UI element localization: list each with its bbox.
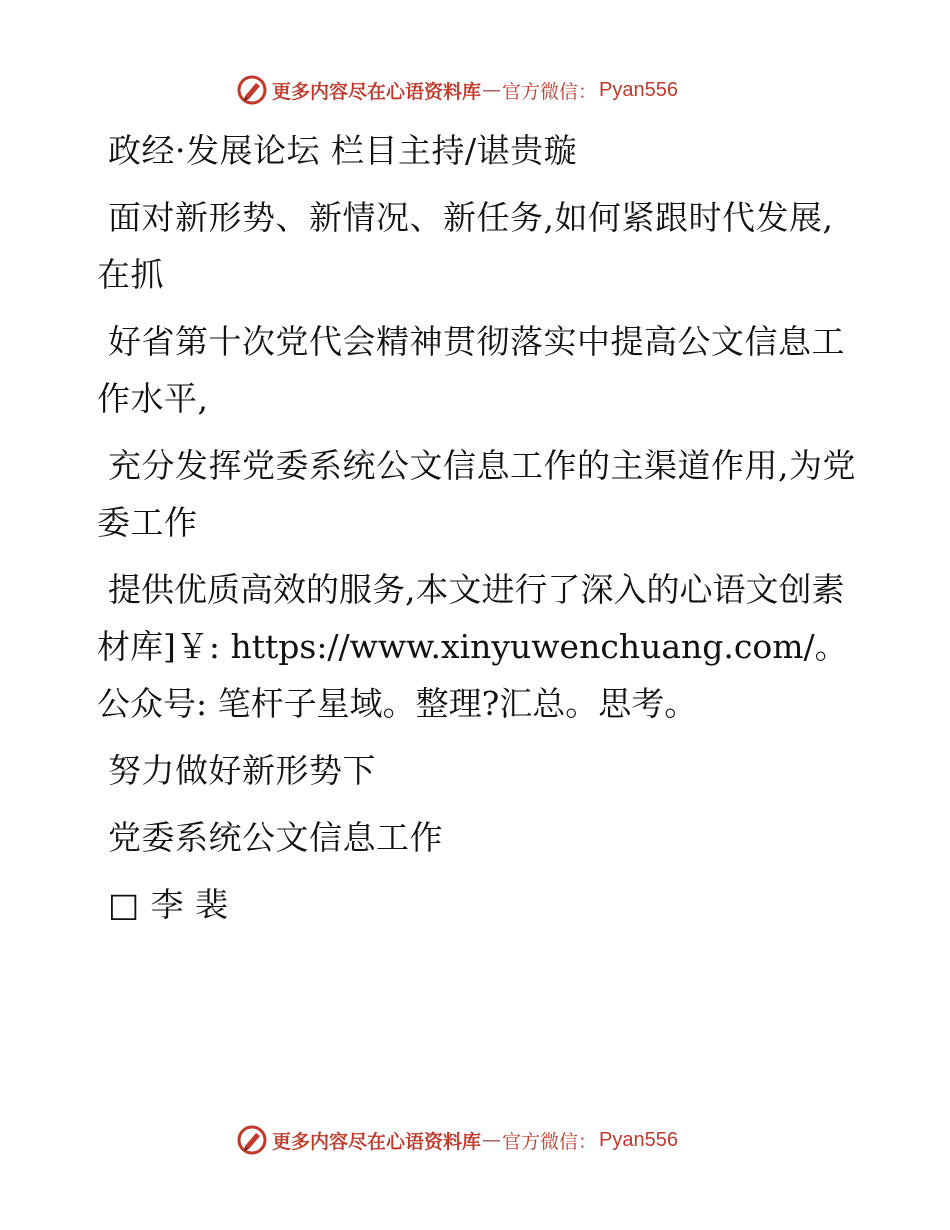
banner-text: 更多内容尽在心语资料库 — [272, 80, 482, 103]
red-seal-pen-icon — [236, 1124, 268, 1156]
red-seal-pen-icon — [236, 74, 268, 106]
banner-text: 更多内容尽在心语资料库 — [272, 1130, 482, 1153]
banner-wechat-id: Pyan556 — [599, 78, 678, 101]
banner-wechat-label: 官方微信： — [502, 80, 598, 103]
body-paragraph: 面对新形势、新情况、新任务,如何紧跟时代发展,在抓 — [97, 198, 834, 294]
article-title-line-1: 努力做好新形势下 — [108, 751, 376, 790]
banner-dash: — — [482, 79, 502, 101]
banner-wechat-id: Pyan556 — [599, 1128, 678, 1151]
header-banner — [236, 72, 678, 108]
banner-wechat-label: 官方微信： — [502, 1130, 598, 1153]
banner-dash: — — [482, 1129, 502, 1151]
body-paragraph: 好省第十次党代会精神贯彻落实中提高公文信息工作水平, — [97, 322, 845, 418]
body-paragraph-with-link: 提供优质高效的服务,本文进行了深入的心语文创素材库]￥: https://www.xinyuwenchuang.com/。公众号: 笔杆子星域。整理?汇总。思考。 — [97, 570, 848, 723]
column-heading: 政经·发展论坛 栏目主持/谌贵璇 — [108, 131, 578, 170]
footer-banner — [236, 1122, 678, 1158]
document-body — [97, 122, 857, 943]
body-paragraph: 充分发挥党委系统公文信息工作的主渠道作用,为党委工作 — [97, 446, 856, 542]
author-line: □ 李 裴 — [108, 885, 229, 924]
article-title-line-2: 党委系统公文信息工作 — [108, 818, 443, 857]
